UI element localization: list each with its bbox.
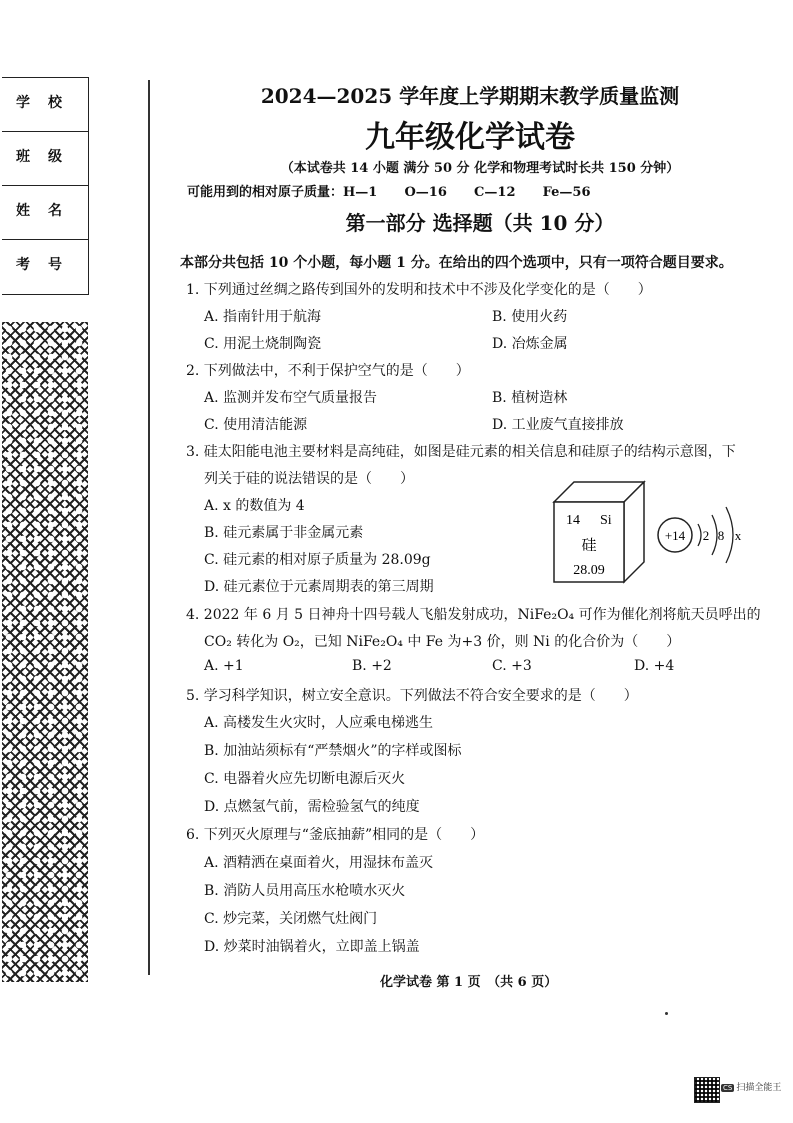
scan-dot — [665, 1012, 668, 1015]
question-3-option-c[interactable]: C. 硅元素的相对原子质量为 28.09g — [204, 552, 431, 568]
silicon-atom-structure — [650, 500, 750, 570]
school-label: 学 校 — [16, 95, 64, 111]
question-4-stem-line1: 4. 2022 年 6 月 5 日神舟十四号载人飞船发射成功，NiFe₂O₄ 可作为催化剂将航天员呼出的 — [186, 607, 761, 623]
question-2-option-a[interactable]: A. 监测并发布空气质量报告 — [204, 390, 378, 406]
exam-subtitle: （本试卷共 14 小题 满分 50 分 化学和物理考试时长共 150 分钟） — [280, 161, 680, 176]
exam-title-line1: 2024—2025 学年度上学期期末教学质量监测 — [260, 84, 680, 108]
class-label: 班 级 — [16, 149, 64, 165]
question-3-option-d[interactable]: D. 硅元素位于元素周期表的第三周期 — [204, 579, 434, 595]
electron-shell-1 — [698, 524, 701, 546]
question-4-option-d[interactable]: D. +4 — [634, 658, 675, 674]
shell-3-electrons: x — [734, 528, 742, 543]
question-2-option-d[interactable]: D. 工业废气直接排放 — [492, 417, 624, 433]
question-5-option-d[interactable]: D. 点燃氢气前，需检验氢气的纯度 — [204, 799, 420, 815]
part-instructions: 本部分共包括 10 个小题，每小题 1 分。在给出的四个选项中，只有一项符合题目要求。 — [180, 255, 733, 271]
question-4-option-a[interactable]: A. +1 — [204, 658, 244, 674]
element-atomic-number: 14 — [566, 513, 580, 528]
electron-shell-3 — [726, 507, 733, 563]
decorative-border-pattern — [2, 322, 88, 982]
shell-1-electrons: 2 — [702, 528, 710, 543]
question-3-option-a[interactable]: A. x 的数值为 4 — [204, 498, 305, 514]
name-label: 姓 名 — [16, 203, 64, 219]
scanner-app-name: 扫描全能王 — [736, 1083, 782, 1093]
name-field — [2, 186, 88, 240]
exam-number-field — [2, 240, 88, 294]
question-5-stem: 5. 学习科学知识，树立安全意识。下列做法不符合安全要求的是（ ） — [186, 688, 638, 704]
scanner-watermark — [721, 1080, 781, 1093]
student-info-box — [2, 77, 89, 295]
school-field — [2, 78, 88, 132]
question-3-stem-line2: 列关于硅的说法错误的是（ ） — [204, 471, 414, 487]
element-symbol: Si — [600, 513, 612, 528]
element-name: 硅 — [581, 536, 597, 554]
electron-shell-2 — [712, 515, 717, 555]
class-field — [2, 132, 88, 186]
question-4-stem-line2: CO₂ 转化为 O₂，已知 NiFe₂O₄ 中 Fe 为+3 价，则 Ni 的化合价为（ ） — [204, 634, 681, 650]
silicon-element-card — [550, 478, 650, 584]
page-footer: 化学试卷 第 1 页 （共 6 页） — [380, 975, 558, 990]
question-6-option-c[interactable]: C. 炒完菜，关闭燃气灶阀门 — [204, 911, 378, 927]
question-5-option-a[interactable]: A. 高楼发生火灾时，人应乘电梯逃生 — [204, 715, 434, 731]
question-1-option-d[interactable]: D. 冶炼金属 — [492, 336, 568, 352]
question-3-stem-line1: 3. 硅太阳能电池主要材料是高纯硅，如图是硅元素的相关信息和硅原子的结构示意图，下 — [186, 444, 736, 460]
question-4-option-b[interactable]: B. +2 — [352, 658, 392, 674]
shell-2-electrons: 8 — [717, 528, 725, 543]
question-1-option-b[interactable]: B. 使用火药 — [492, 309, 568, 325]
question-3-option-b[interactable]: B. 硅元素属于非金属元素 — [204, 525, 364, 541]
question-2-option-c[interactable]: C. 使用清洁能源 — [204, 417, 308, 433]
question-1-option-c[interactable]: C. 用泥土烧制陶瓷 — [204, 336, 322, 352]
camscanner-icon: CS — [723, 1084, 733, 1092]
question-2-stem: 2. 下列做法中，不利于保护空气的是（ ） — [186, 363, 470, 379]
question-5-option-b[interactable]: B. 加油站须标有“严禁烟火”的字样或图标 — [204, 743, 462, 759]
exam-title: 九年级化学试卷 — [365, 120, 575, 155]
question-6-stem: 6. 下列灭火原理与“釜底抽薪”相同的是（ ） — [186, 827, 485, 843]
nucleus-charge: +14 — [664, 528, 686, 543]
exam-number-label: 考 号 — [16, 257, 64, 273]
element-atomic-mass: 28.09 — [573, 563, 605, 578]
qr-code-icon — [694, 1077, 720, 1103]
question-6-option-d[interactable]: D. 炒菜时油锅着火，立即盖上锅盖 — [204, 939, 420, 955]
question-4-option-c[interactable]: C. +3 — [492, 658, 532, 674]
part-heading: 第一部分 选择题（共 10 分） — [345, 211, 615, 235]
question-2-option-b[interactable]: B. 植树造林 — [492, 390, 568, 406]
question-6-option-a[interactable]: A. 酒精洒在桌面着火，用湿抹布盖灭 — [204, 855, 434, 871]
question-6-option-b[interactable]: B. 消防人员用高压水枪喷水灭火 — [204, 883, 406, 899]
question-1-option-a[interactable]: A. 指南针用于航海 — [204, 309, 322, 325]
binding-line — [148, 80, 150, 975]
question-1-stem: 1. 下列通过丝绸之路传到国外的发明和技术中不涉及化学变化的是（ ） — [186, 282, 652, 298]
question-5-option-c[interactable]: C. 电器着火应先切断电源后灭火 — [204, 771, 406, 787]
atomic-masses: 可能用到的相对原子质量：H—1 O—16 C—12 Fe—56 — [187, 185, 591, 200]
